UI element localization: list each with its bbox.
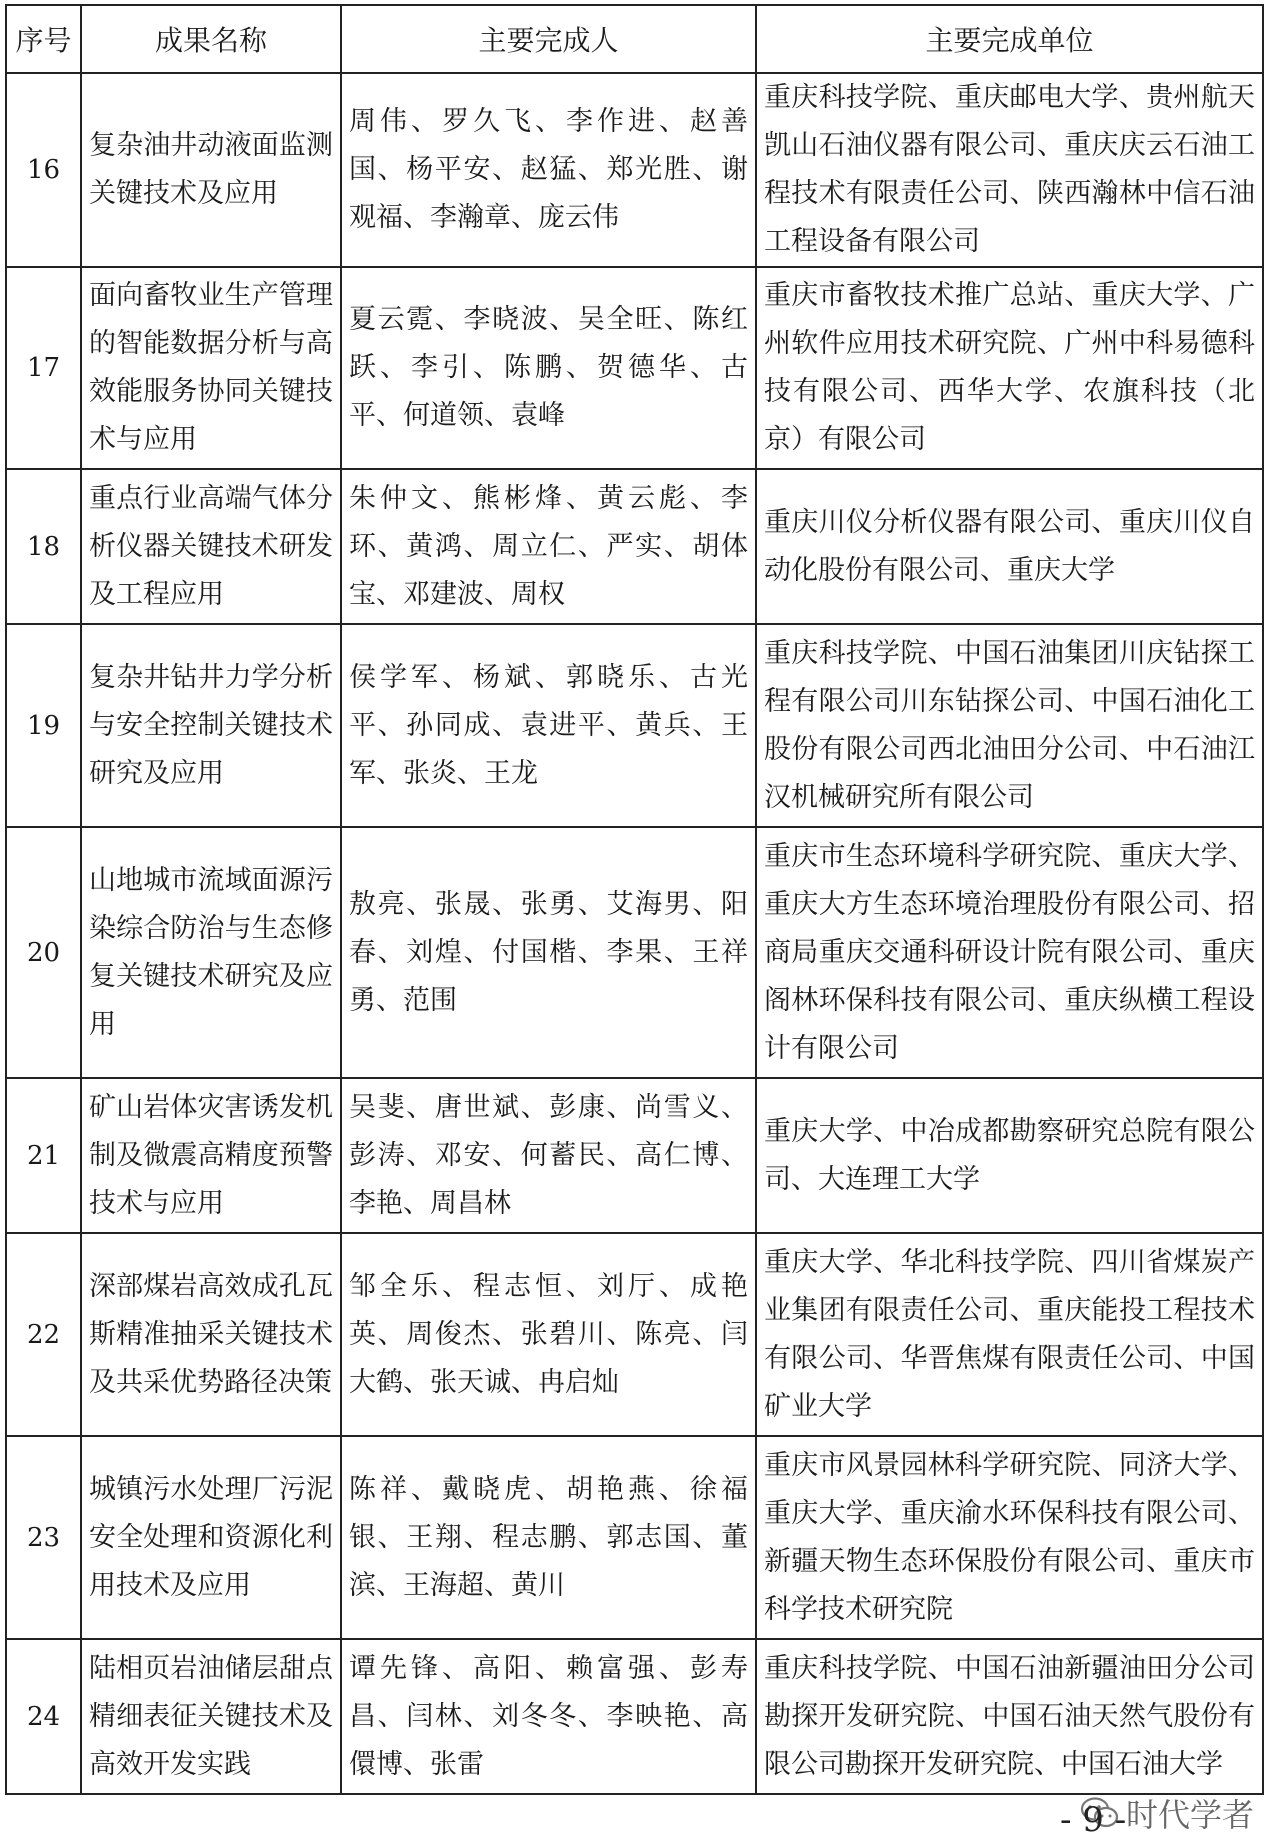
awards-table [5,4,1264,1795]
table-row [6,267,1263,469]
achievement-name: 矿山岩体灾害诱发机制及微震高精度预警技术与应用 [81,1078,341,1233]
page-number: - 9 - [1060,1800,1127,1840]
achievement-name: 复杂井钻井力学分析与安全控制关键技术研究及应用 [81,624,341,827]
main-people: 谭先锋、高阳、赖富强、彭寿昌、闫林、刘冬冬、李映艳、高儇博、张雷 [341,1639,756,1794]
row-number: 22 [6,1233,81,1436]
achievement-name: 陆相页岩油储层甜点精细表征关键技术及高效开发实践 [81,1639,341,1794]
row-number: 19 [6,624,81,827]
header-title: 成果名称 [81,5,341,73]
watermark-text: 时代学者 [1125,1796,1254,1834]
main-people: 敖亮、张晟、张勇、艾海男、阳春、刘煌、付国楷、李果、王祥勇、范围 [341,827,756,1078]
table-row [6,1639,1263,1794]
main-people: 邹全乐、程志恒、刘厅、成艳英、周俊杰、张碧川、陈亮、闫大鹤、张天诚、冉启灿 [341,1233,756,1436]
row-number: 24 [6,1639,81,1794]
main-units: 重庆大学、华北科技学院、四川省煤炭产业集团有限责任公司、重庆能投工程技术有限公司、华晋焦煤有限责任公司、中国矿业大学 [756,1233,1263,1436]
achievement-name: 山地城市流域面源污染综合防治与生态修复关键技术研究及应用 [81,827,341,1078]
table-row [6,73,1263,267]
row-number: 17 [6,267,81,469]
main-units: 重庆市风景园林科学研究院、同济大学、重庆大学、重庆渝水环保科技有限公司、新疆天物生态环保股份有限公司、重庆市科学技术研究院 [756,1436,1263,1639]
main-people: 周伟、罗久飞、李作进、赵善国、杨平安、赵猛、郑光胜、谢观福、李瀚章、庞云伟 [341,73,756,267]
header-units: 主要完成单位 [756,5,1263,73]
table-row [6,624,1263,827]
main-people: 朱仲文、熊彬烽、黄云彪、李环、黄鸿、周立仁、严实、胡体宝、邓建波、周权 [341,469,756,624]
row-number: 18 [6,469,81,624]
main-people: 吴斐、唐世斌、彭康、尚雪义、彭涛、邓安、何蓄民、高仁博、李艳、周昌林 [341,1078,756,1233]
achievement-name: 面向畜牧业生产管理的智能数据分析与高效能服务协同关键技术与应用 [81,267,341,469]
header-number: 序号 [6,5,81,73]
main-units: 重庆科技学院、中国石油集团川庆钻探工程有限公司川东钻探公司、中国石油化工股份有限公司西北油田分公司、中石油江汉机械研究所有限公司 [756,624,1263,827]
achievement-name: 复杂油井动液面监测关键技术及应用 [81,73,341,267]
main-people: 陈祥、戴晓虎、胡艳燕、徐福银、王翔、程志鹏、郭志国、董滨、王海超、黄川 [341,1436,756,1639]
header-row [6,5,1263,73]
main-units: 重庆市生态环境科学研究院、重庆大学、重庆大方生态环境治理股份有限公司、招商局重庆交通科研设计院有限公司、重庆阁林环保科技有限公司、重庆纵横工程设计有限公司 [756,827,1263,1078]
achievement-name: 重点行业高端气体分析仪器关键技术研发及工程应用 [81,469,341,624]
main-units: 重庆市畜牧技术推广总站、重庆大学、广州软件应用技术研究院、广州中科易德科技有限公司、西华大学、农旗科技（北京）有限公司 [756,267,1263,469]
table-row [6,1233,1263,1436]
main-units: 重庆川仪分析仪器有限公司、重庆川仪自动化股份有限公司、重庆大学 [756,469,1263,624]
header-people: 主要完成人 [341,5,756,73]
achievement-name: 城镇污水处理厂污泥安全处理和资源化利用技术及应用 [81,1436,341,1639]
table-row [6,827,1263,1078]
main-people: 侯学军、杨斌、郭晓乐、古光平、孙同成、袁进平、黄兵、王军、张炎、王龙 [341,624,756,827]
main-units: 重庆科技学院、重庆邮电大学、贵州航天凯山石油仪器有限公司、重庆庆云石油工程技术有限责任公司、陕西瀚林中信石油工程设备有限公司 [756,73,1263,267]
row-number: 23 [6,1436,81,1639]
table-row [6,469,1263,624]
main-units: 重庆科技学院、中国石油新疆油田分公司勘探开发研究院、中国石油天然气股份有限公司勘探开发研究院、中国石油大学 [756,1639,1263,1794]
row-number: 16 [6,73,81,267]
row-number: 21 [6,1078,81,1233]
table-row [6,1078,1263,1233]
table-row [6,1436,1263,1639]
achievement-name: 深部煤岩高效成孔瓦斯精准抽采关键技术及共采优势路径决策 [81,1233,341,1436]
main-people: 夏云霓、李晓波、吴全旺、陈红跃、李引、陈鹏、贺德华、古平、何道领、袁峰 [341,267,756,469]
main-units: 重庆大学、中冶成都勘察研究总院有限公司、大连理工大学 [756,1078,1263,1233]
row-number: 20 [6,827,81,1078]
